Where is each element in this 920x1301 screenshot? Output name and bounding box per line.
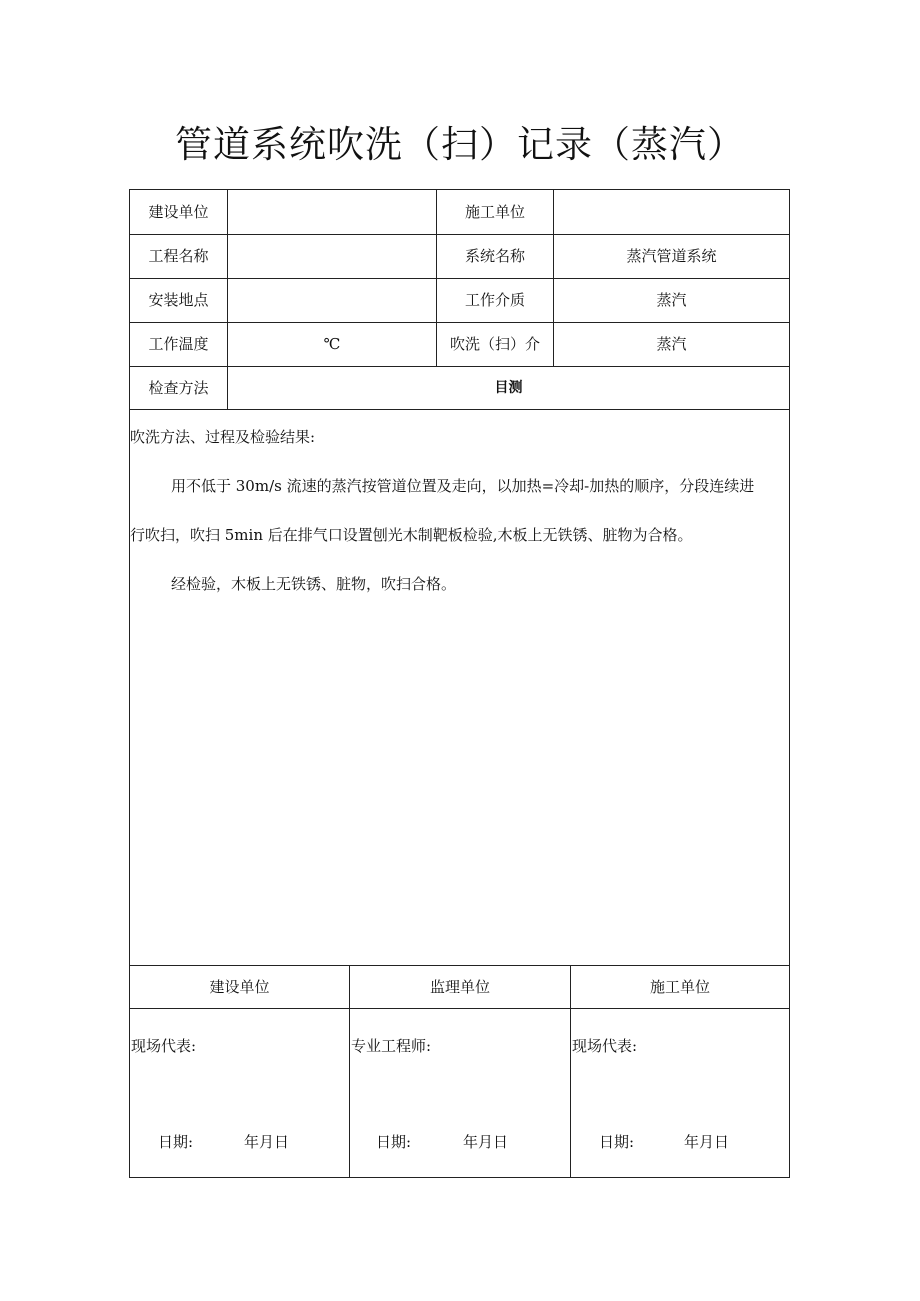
sign-org-owner: 建设单位 [209,978,270,996]
sign-role-supervisor[interactable]: 专业工程师: [351,1037,432,1055]
sign-date-value-owner[interactable]: 年月日 [244,1133,290,1151]
sign-role-owner[interactable]: 现场代表: [131,1037,197,1055]
row-divider [130,366,789,367]
sign-date-label-supervisor: 日期: [376,1133,412,1151]
col-divider [227,190,228,409]
value-purge-medium[interactable]: 蒸汽 [656,335,687,353]
result-line-3: 经检验，木板上无铁锈、脏物，吹扫合格。 [171,575,457,593]
label-install-location: 安装地点 [148,291,209,309]
sign-date-label-contractor: 日期: [599,1133,635,1151]
sign-date-value-supervisor[interactable]: 年月日 [463,1133,509,1151]
label-construction-unit: 建设单位 [148,203,209,221]
sign-org-contractor: 施工单位 [649,978,710,996]
sign-role-contractor[interactable]: 现场代表: [572,1037,638,1055]
sign-date-value-contractor[interactable]: 年月日 [684,1133,730,1151]
row-divider [130,409,789,410]
value-system-name[interactable]: 蒸汽管道系统 [626,247,717,265]
value-working-medium[interactable]: 蒸汽 [656,291,687,309]
result-heading: 吹洗方法、过程及检验结果: [130,428,316,446]
sign-org-supervisor: 监理单位 [429,978,490,996]
row-divider [130,965,789,966]
result-line-2: 行吹扫，吹扫 5min 后在排气口设置刨光木制靶板检验,木板上无铁锈、脏物为合格。 [130,526,693,544]
record-form [129,189,790,1178]
row-divider [130,322,789,323]
label-working-medium: 工作介质 [464,291,525,309]
value-check-method[interactable]: 目测 [494,380,523,396]
label-purge-medium: 吹洗（扫）介 [449,335,540,353]
label-working-temperature: 工作温度 [148,335,209,353]
page-title: 管道系统吹洗（扫）记录（蒸汽） [175,123,745,166]
label-project-name: 工程名称 [148,247,209,265]
result-line-1: 用不低于 30m/s 流速的蒸汽按管道位置及走向，以加热=冷却-加热的顺序，分段连续进 [171,477,755,495]
sign-date-label-owner: 日期: [158,1133,194,1151]
row-divider [130,1008,789,1009]
label-system-name: 系统名称 [464,247,525,265]
value-working-temperature[interactable]: ℃ [323,335,341,353]
label-contractor-unit: 施工单位 [464,203,525,221]
label-check-method: 检查方法 [148,379,209,397]
row-divider [130,234,789,235]
row-divider [130,278,789,279]
